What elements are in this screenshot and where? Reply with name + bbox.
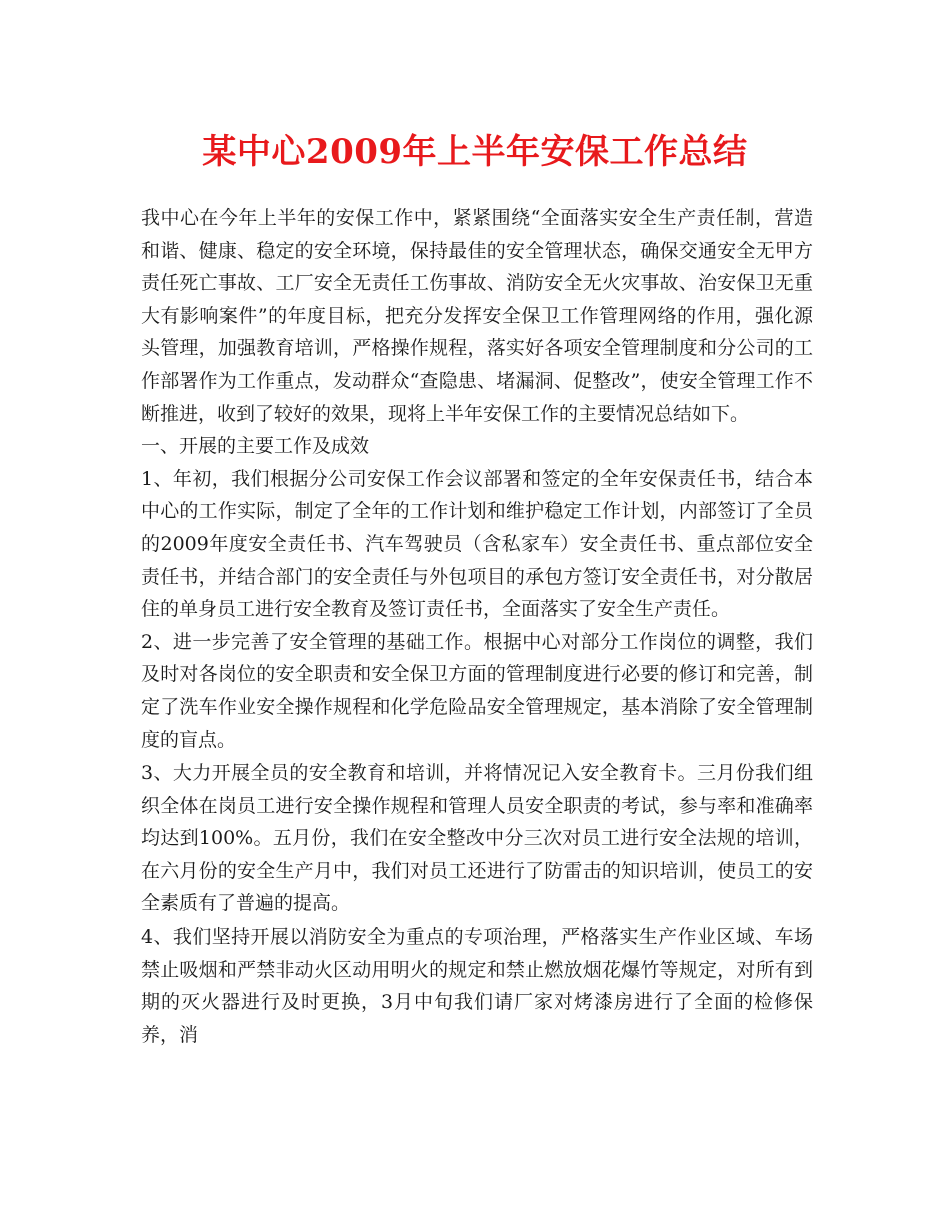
section-heading: 一、开展的主要工作及成效 xyxy=(141,435,370,458)
intro-paragraph: 我中心在今年上半年的安保工作中，紧紧围绕“全面落实安全生产责任制，营造和谐、健康、稳定的安全环境，保持最佳的安全管理状态，确保交通安全无甲方责任死亡事故、工厂安全无责任工伤事故、消防安全无火灾事故、治安保卫无重大有影响案件”的年度目标，把充分发挥安全保卫工作管理网络的作用，强化源头管理，加强教育培训，严格操作规程，落实好各项安全管理制度和分公司的工作部署作为工作重点，发动群众“查隐患、堵漏洞、促整改”，使安全管理工作不断推进，收到了较好的效果，现将上半年安保工作的主要情况总结如下。 xyxy=(141,207,813,425)
item-paragraph-2: 2、进一步完善了安全管理的基础工作。根据中心对部分工作岗位的调整，我们及时对各岗位的安全职责和安全保卫方面的管理制度进行必要的修订和完善，制定了洗车作业安全操作规程和化学危险品安全管理规定，基本消除了安全管理制度的盲点。 xyxy=(141,630,813,751)
item-paragraph-4: 4、我们坚持开展以消防安全为重点的专项治理，严格落实生产作业区域、车场禁止吸烟和严禁非动火区动用明火的规定和禁止燃放烟花爆竹等规定，对所有到期的灭火器进行及时更换，3月中旬我们请厂家对烤漆房进行了全面的检修保养，消 xyxy=(141,926,813,1046)
item-paragraph-1: 1、年初，我们根据分公司安保工作会议部署和签定的全年安保责任书，结合本中心的工作实际，制定了全年的工作计划和维护稳定工作计划，内部签订了全员的2009年度安全责任书、汽车驾驶员（含私家车）安全责任书、重点部位安全责任书，并结合部门的安全责任与外包项目的承包方签订安全责任书，对分散居住的单身员工进行安全教育及签订责任书，全面落实了安全生产责任。 xyxy=(141,467,813,621)
item-paragraph-3: 3、大力开展全员的安全教育和培训，并将情况记入安全教育卡。三月份我们组织全体在岗员工进行安全操作规程和管理人员安全职责的考试，参与率和准确率均达到100%。五月份，我们在安全整改中分三次对员工进行安全法规的培训，在六月份的安全生产月中，我们对员工还进行了防雷击的知识培训，使员工的安全素质有了普遍的提高。 xyxy=(141,762,813,915)
document-title: 某中心2009年上半年安保工作总结 xyxy=(202,132,748,172)
document-body xyxy=(141,202,813,1051)
